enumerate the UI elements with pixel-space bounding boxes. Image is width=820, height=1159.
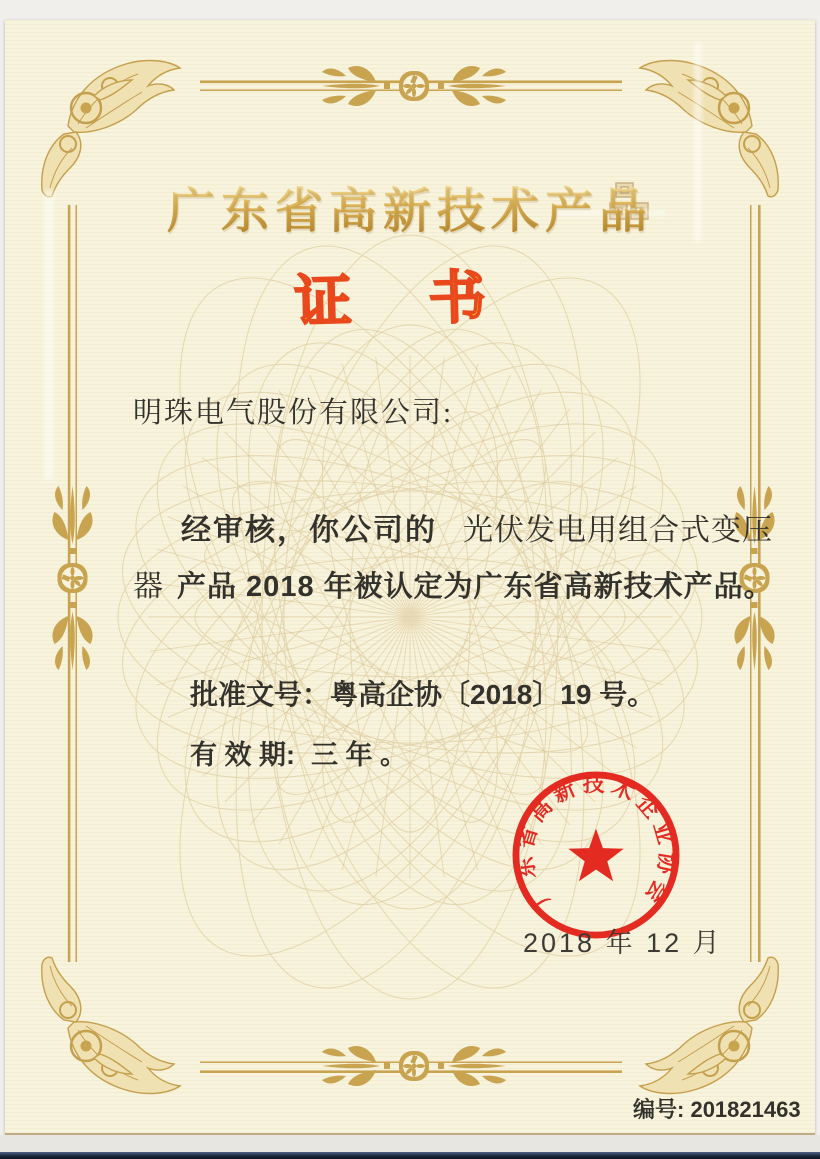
corner-ornament-bottom-left xyxy=(42,957,180,1093)
validity-line xyxy=(190,733,407,772)
serial-value: 201821463 xyxy=(690,1097,801,1122)
approval-label: 批准文号： xyxy=(190,679,331,710)
approval-value: 粤高企协〔2018〕19 号。 xyxy=(330,679,656,710)
validity-value: 三 年 。 xyxy=(311,740,408,770)
body-conclusion: 产品 2018 年被认定为广东省高新技术产品。 xyxy=(177,571,774,603)
validity-label: 有 效 期: xyxy=(190,740,295,770)
product-name-part1: 光伏发电用组合式变压 xyxy=(463,514,773,547)
product-name-part2: 器 xyxy=(133,570,163,603)
medallion-left xyxy=(52,486,92,670)
body-intro: 经审核，你公司的 xyxy=(181,514,437,547)
serial-label: 编号: xyxy=(633,1097,685,1122)
issue-date: 2018 年 12 月 xyxy=(523,928,723,958)
certificate-title: 广东省高新技术产品 xyxy=(0,172,820,241)
body-line-2 xyxy=(133,561,774,605)
serial-number-line xyxy=(633,1093,801,1124)
approval-number-line xyxy=(190,673,655,713)
corner-ornament-bottom-right xyxy=(640,957,778,1093)
scan-bottom-edge xyxy=(0,1152,820,1159)
medallion-top xyxy=(322,66,506,106)
company-name: 明珠电气股份有限公司: xyxy=(133,397,454,429)
seal-star-icon xyxy=(568,829,623,882)
seal-text: 广东省高新技术企业协会 xyxy=(511,771,681,913)
certificate-subtitle: 证 书 xyxy=(293,266,497,335)
body-line-1 xyxy=(181,505,773,549)
medallion-bottom xyxy=(322,1046,506,1086)
official-seal xyxy=(505,764,687,946)
scan-bottom-margin xyxy=(0,1135,820,1152)
